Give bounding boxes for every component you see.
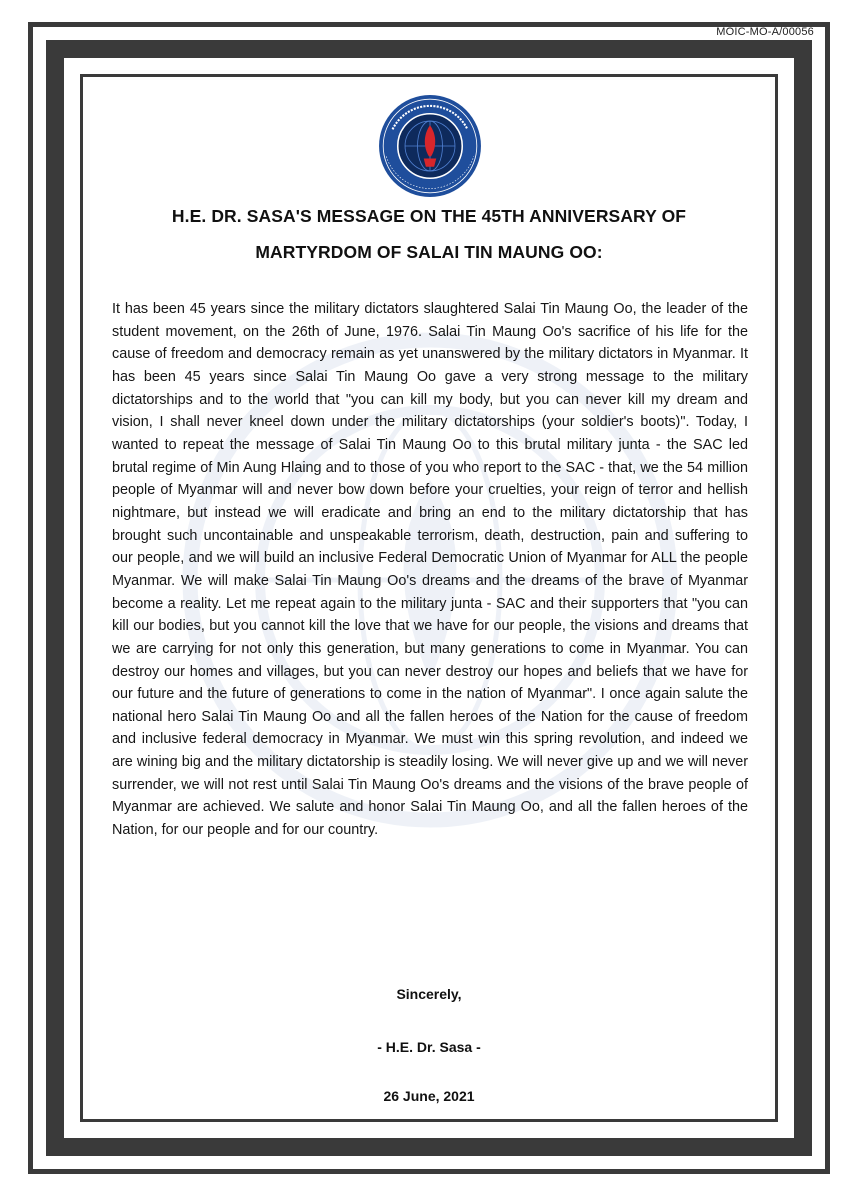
title-line-1: H.E. DR. SASA'S MESSAGE ON THE 45TH ANNIVERSARY OF bbox=[171, 206, 687, 226]
document-title bbox=[100, 198, 758, 270]
closing-salutation: Sincerely, bbox=[396, 986, 462, 1002]
reference-number: MOIC-MO-A/00056 bbox=[716, 26, 814, 38]
signature: - H.E. Dr. Sasa - bbox=[377, 1039, 481, 1055]
letter-date: 26 June, 2021 bbox=[383, 1088, 475, 1104]
message-body: It has been 45 years since the military dictators slaughtered Salai Tin Maung Oo, the leader of the student movement, on the 26th of June, 1976. Salai Tin Maung Oo's sacrifice of his life for the cause of freedom and democracy remain as yet unanswered by the military dictators in Myanmar. It has been 45 years since Salai Tin Maung Oo gave a very strong message to the military dictatorships and to the world that "you can kill my body, but you can never kill my dream and vision, I shall never kneel down under the military dictatorships (your soldier's boots)". Today, I wanted to repeat the message of Salai Tin Maung Oo to this brutal military junta - the SAC led brutal regime of Min Aung Hlaing and to those of you who report to the SAC - that, we the 54 million people of Myanmar will and never bow down before your cruelties, your reign of terror and hellish nightmare, but instead we will eradicate and bring an end to the military dictatorship that has brought such uncontainable and unspeakable terrorism, death, destruction, pain and suffering to our people, and we will build an inclusive Federal Democratic Union of Myanmar for ALL the people Myanmar. We will make Salai Tin Maung Oo's dreams and the dreams of the brave of Myanmar become a reality. Let me repeat again to the military junta - SAC and their supporters that "you can kill our bodies, but you cannot kill the love that we have for our people, the visions and dreams that we are carrying for not only this generation, but many generations to come in Myanmar. You can destroy our homes and villages, but you can never destroy our hopes and beliefs that we have for our future and the future of generations to come in the nation of Myanmar". I once again salute the national hero Salai Tin Maung Oo and all the fallen heroes of the Nation for the cause of freedom and inclusive federal democracy in Myanmar. We must win this spring revolution, and indeed we are wining big and the military dictatorship is steadily losing. We will never give up and we will never surrender, we will not rest until Salai Tin Maung Oo's dreams and the visions of the brave people of Myanmar are achieved. We salute and honor Salai Tin Maung Oo, and all the fallen heroes of the Nation, for our people and for our country. bbox=[112, 301, 748, 839]
ministry-seal-icon bbox=[378, 94, 482, 198]
title-line-2: MARTYRDOM OF SALAI TIN MAUNG OO: bbox=[255, 242, 603, 262]
